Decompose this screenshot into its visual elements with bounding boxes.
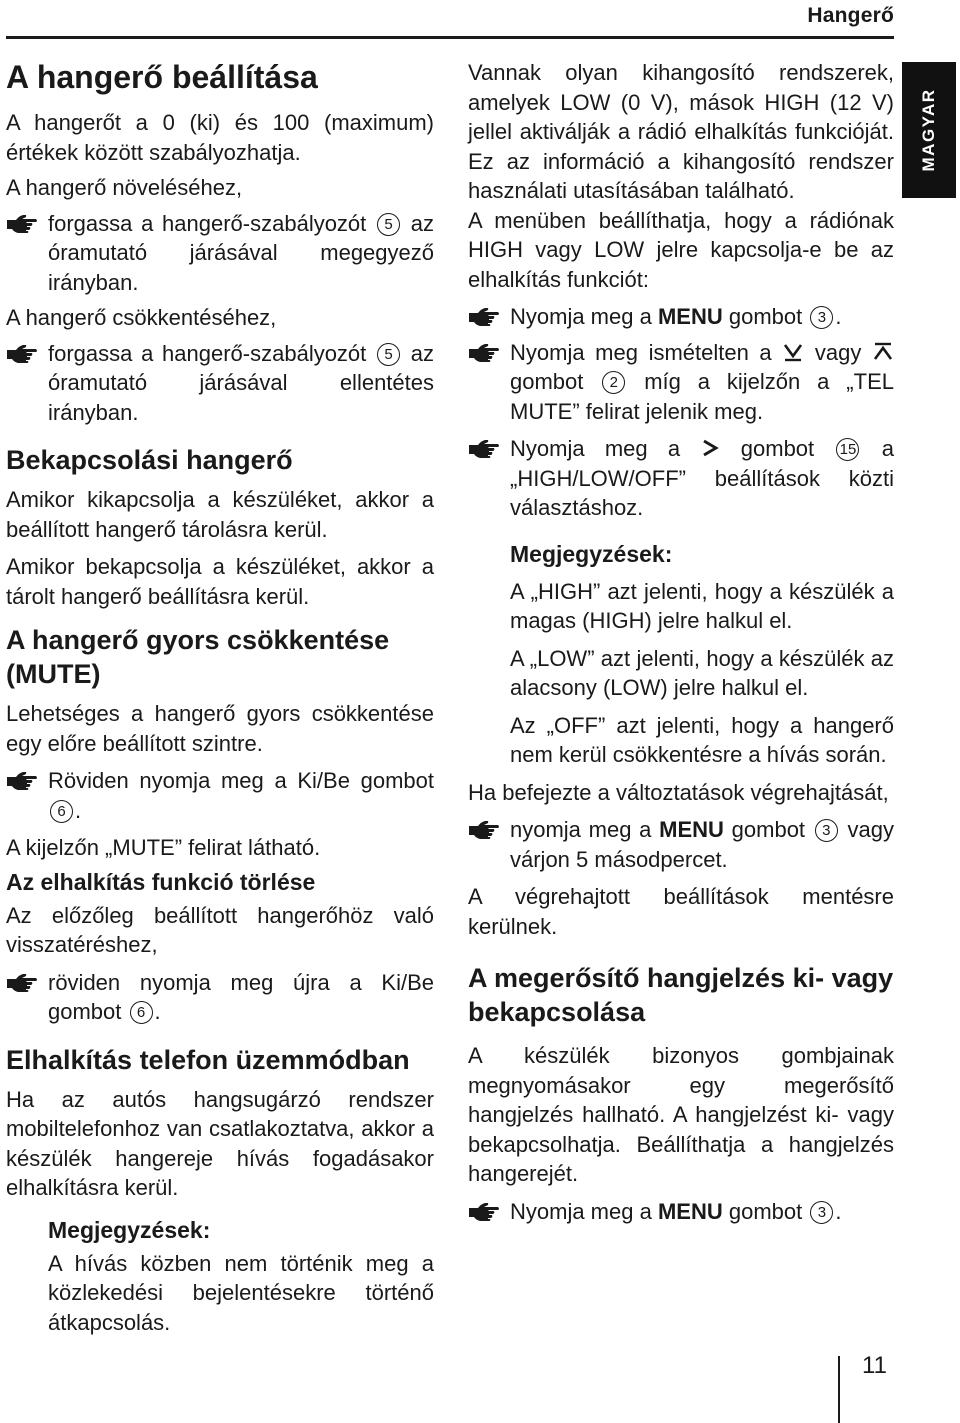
menu-key-label: MENU [657, 1198, 723, 1224]
pointing-hand-icon [6, 212, 38, 234]
note-text: A hívás közben nem történik meg a közlekedési bejelentésekre történő átkapcsolás. [48, 1250, 434, 1335]
button-number-badge: 6 [50, 800, 73, 823]
pointing-hand-icon [468, 437, 500, 459]
instruction-step: forgassa a hangerő-szabályozót 5 az óramutató járásával ellentétes irányban. [6, 339, 434, 428]
pointing-hand-icon [468, 341, 500, 363]
menu-key-label: MENU [657, 304, 723, 329]
paragraph: A hangerő növeléséhez, [6, 175, 243, 200]
language-tab [902, 62, 956, 198]
heading-mute: A hangerő gyors csökkentése (MUTE) [6, 625, 390, 689]
pointing-hand-icon [6, 342, 38, 364]
paragraph: A végrehajtott beállítások mentésre kerülnek. [468, 884, 894, 939]
pointing-hand-icon [6, 971, 38, 993]
page-number-divider [838, 1356, 840, 1423]
heading-confirmation-beep: A megerősítő hangjelzés ki- vagy bekapcsolása [468, 963, 894, 1027]
page-number: 11 [862, 1352, 887, 1379]
left-column [6, 58, 434, 1337]
up-arrow-key-icon [872, 342, 894, 362]
button-number-badge: 3 [810, 306, 833, 329]
notes-heading: Megjegyzések: [510, 540, 673, 567]
instruction-step: Nyomja meg a MENU gombot 3 . [468, 302, 894, 332]
paragraph: Lehetséges a hangerő gyors csökkentése egy előre beállított szintre. [6, 701, 434, 756]
knob-number-badge: 5 [377, 343, 400, 366]
note-text: A „HIGH” azt jelenti, hogy a készülék a magas (HIGH) jelre halkul el. [510, 578, 894, 633]
instruction-step: nyomja meg a MENU gombot 3 vagy várjon 5 másodpercet. [468, 815, 894, 874]
instruction-step: Nyomja meg a gombot 15 a „HIGH/LOW/OFF” beállítások közti választáshoz. [468, 434, 894, 523]
instruction-step: Nyomja meg ismételten a vagy gombot 2 míg a kijelzőn a „TEL MUTE” felirat jelenik meg. [468, 338, 894, 427]
heading-volume-setting: A hangerő beállítása [6, 59, 318, 95]
instruction-step: Röviden nyomja meg a Ki/Be gombot 6 . [6, 766, 434, 825]
header-divider [6, 36, 894, 39]
paragraph: A készülék bizonyos gombjainak megnyomásakor egy megerősítő hangjelzés hallható. A hangjelzést ki- vagy bekapcsolhatja. Beállíthatja a hangjelzés hangerejét. [468, 1043, 894, 1186]
button-number-badge: 15 [836, 438, 859, 461]
right-arrow-key-icon [700, 438, 720, 458]
menu-key-label: MENU [659, 817, 724, 842]
heading-cancel-mute: Az elhalkítás funkció törlése [6, 868, 316, 895]
down-arrow-key-icon [782, 342, 804, 362]
button-number-badge: 3 [810, 1201, 833, 1224]
note-text: A „LOW” azt jelenti, hogy a készülék az alacsony (LOW) jelre halkul el. [510, 645, 894, 700]
paragraph: Amikor kikapcsolja a készüléket, akkor a beállított hangerő tárolásra kerül. [6, 487, 434, 542]
heading-power-on-volume: Bekapcsolási hangerő [6, 445, 293, 475]
paragraph: Vannak olyan kihangosító rendszerek, amelyek LOW (0 V), mások HIGH (12 V) jellel aktiválják a rádió elhalkítás funkcióját. Ez az információ a kihangosító rendszer használati utasításában található. [468, 60, 894, 203]
instruction-step: Nyomja meg a MENU gombot 3 . [468, 1197, 894, 1227]
paragraph: Ha befejezte a változtatások végrehajtását, [468, 779, 889, 805]
button-number-badge: 6 [130, 1001, 153, 1024]
pointing-hand-icon [6, 769, 38, 791]
instruction-step: röviden nyomja meg újra a Ki/Be gombot 6 . [6, 968, 434, 1027]
heading-phone-mute: Elhalkítás telefon üzemmódban [6, 1044, 410, 1075]
paragraph: Az előzőleg beállított hangerőhöz való visszatéréshez, [6, 902, 434, 957]
note-text: Az „OFF” azt jelenti, hogy a hangerő nem kerül csökkentésre a hívás során. [510, 712, 894, 767]
knob-number-badge: 5 [377, 213, 400, 236]
right-column [468, 58, 894, 1226]
paragraph: A kijelzőn „MUTE” felirat látható. [6, 835, 321, 860]
button-number-badge: 3 [815, 819, 838, 842]
pointing-hand-icon [468, 305, 500, 327]
language-tab-label: MAGYAR [919, 88, 938, 172]
instruction-step: forgassa a hangerő-szabályozót 5 az óramutató járásával megegyező irányban. [6, 209, 434, 298]
section-header-title: Hangerő [807, 4, 894, 27]
paragraph: Ha az autós hangsugárzó rendszer mobiltelefonhoz van csatlakoztatva, akkor a készülék hangereje hívás fogadásakor elhalkításra kerül. [6, 1086, 434, 1200]
pointing-hand-icon [468, 1200, 500, 1222]
button-number-badge: 2 [602, 371, 625, 394]
paragraph: A hangerőt a 0 (ki) és 100 (maximum) értékek között szabályozhatja. [6, 110, 434, 165]
paragraph: A hangerő csökkentéséhez, [6, 305, 277, 330]
paragraph: A menüben beállíthatja, hogy a rádiónak HIGH vagy LOW jelre kapcsolja-e be az elhalkítás funkciót: [468, 207, 894, 292]
notes-heading: Megjegyzések: [48, 1216, 211, 1243]
paragraph: Amikor bekapcsolja a készüléket, akkor a tárolt hangerő beállításra kerül. [6, 554, 434, 609]
pointing-hand-icon [468, 818, 500, 840]
